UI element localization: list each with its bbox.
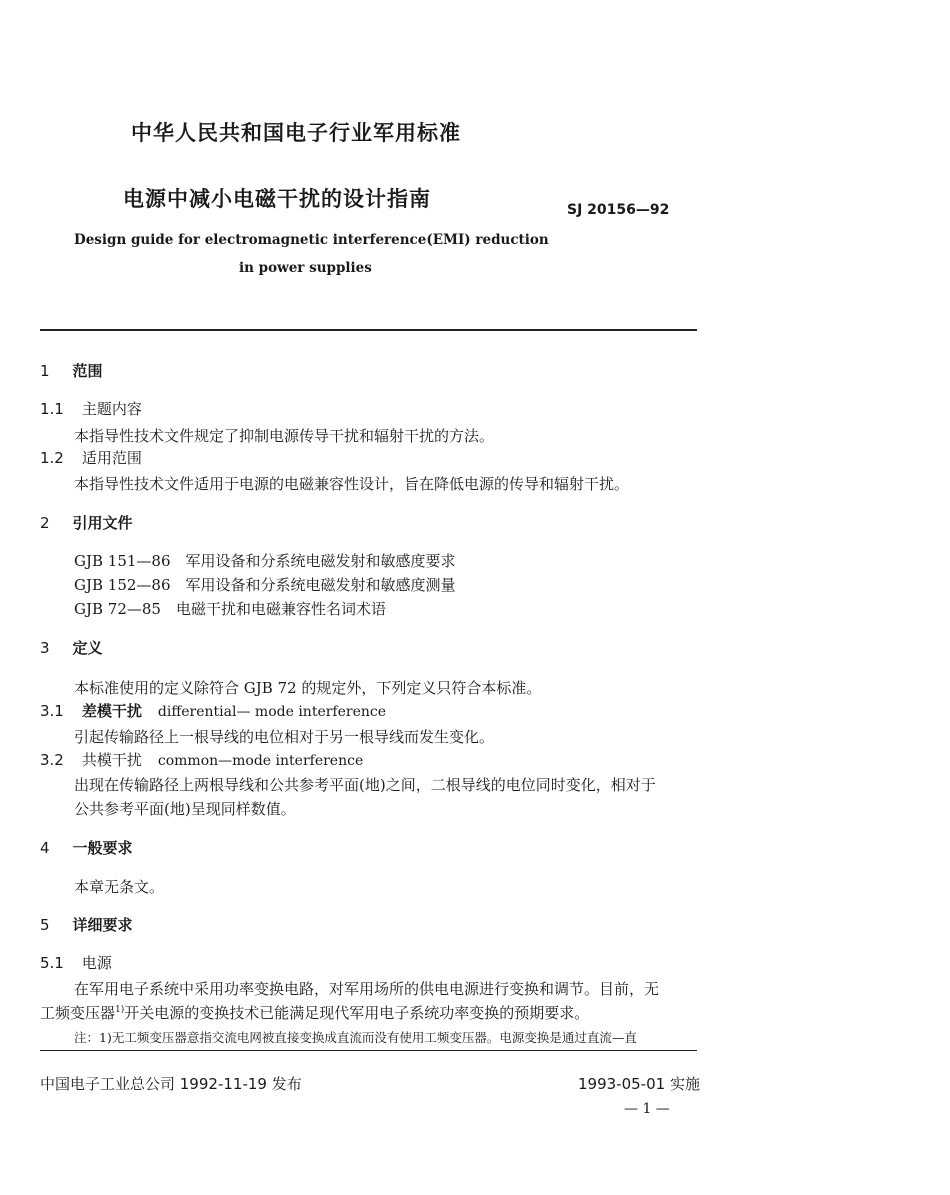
issue-date: 中国电子工业总公司 1992-11-19 发布 [40, 1075, 302, 1093]
section-title: 适用范围 [81, 449, 142, 467]
section-3-2-heading [40, 749, 363, 770]
standard-code: SJ 20156—92 [567, 202, 670, 218]
section-3-2-text-line-1: 出现在传输路径上两根导线和公共参考平面(地)之间，二根导线的电位同时变化，相对于 [74, 776, 656, 794]
section-title: 电源 [81, 954, 112, 972]
section-number: 4 [40, 839, 50, 857]
section-title: 引用文件 [72, 514, 133, 532]
section-number: 1 [40, 362, 50, 380]
text-segment: 开关电源的变换技术已能满足现代军用电子系统功率变换的预期要求。 [124, 1004, 590, 1022]
section-5-1-text-line-2 [40, 1002, 589, 1023]
section-number: 5.1 [40, 954, 64, 972]
section-3-1-heading [40, 700, 386, 721]
section-1-2-heading [40, 447, 142, 468]
section-4-heading [40, 837, 133, 858]
english-title-line-1: Design guide for electromagnetic interference(EMI) reduction [74, 232, 549, 248]
section-title: 详细要求 [72, 916, 133, 934]
section-1-1-heading [40, 398, 142, 419]
english-title-line-2: in power supplies [239, 260, 372, 276]
section-5-1-text-line-1: 在军用电子系统中采用功率变换电路，对军用场所的供电电源进行变换和调节。目前，无 [74, 980, 660, 998]
section-3-heading [40, 637, 103, 658]
section-title: 差模干扰 [81, 702, 142, 720]
section-number: 1.1 [40, 400, 64, 418]
footnote-marker: 1) [115, 1005, 125, 1015]
section-1-2-text: 本指导性技术文件适用于电源的电磁兼容性设计，旨在降低电源的传导和辐射干扰。 [74, 475, 630, 493]
section-title: 定义 [72, 639, 103, 657]
section-title-english: common—mode interference [157, 753, 364, 769]
section-number: 5 [40, 916, 50, 934]
page-number: — 1 — [624, 1101, 670, 1117]
text-segment: 工频变压器 [40, 1004, 116, 1022]
footnote-text: 注：1)无工频变压器意指交流电网被直接变换成直流而没有使用工频变压器。电源变换是通过直流—直 [74, 1030, 637, 1045]
section-4-text: 本章无条文。 [74, 878, 165, 896]
effective-date: 1993-05-01 实施 [578, 1075, 700, 1093]
section-3-text: 本标准使用的定义除符合 GJB 72 的规定外，下列定义只符合本标准。 [74, 679, 542, 697]
issuing-body: 中华人民共和国电子行业军用标准 [131, 121, 461, 145]
reference-item: GJB 72—85 电磁干扰和电磁兼容性名词术语 [74, 600, 386, 618]
footer-divider [40, 1050, 697, 1051]
section-title-english: differential— mode interference [157, 704, 387, 720]
section-number: 2 [40, 514, 50, 532]
section-3-1-text: 引起传输路径上一根导线的电位相对于另一根导线而发生变化。 [74, 728, 495, 746]
section-number: 3 [40, 639, 50, 657]
section-number: 3.1 [40, 702, 64, 720]
section-title: 范围 [72, 362, 103, 380]
section-2-heading [40, 512, 133, 533]
section-1-1-text: 本指导性技术文件规定了抑制电源传导干扰和辐射干扰的方法。 [74, 427, 495, 445]
section-number: 1.2 [40, 449, 64, 467]
section-1-heading [40, 360, 103, 381]
reference-item: GJB 152—86 军用设备和分系统电磁发射和敏感度测量 [74, 576, 456, 594]
section-number: 3.2 [40, 751, 64, 769]
section-title: 共模干扰 [81, 751, 142, 769]
section-5-1-heading [40, 952, 112, 973]
document-title: 电源中减小电磁干扰的设计指南 [123, 187, 431, 211]
reference-item: GJB 151—86 军用设备和分系统电磁发射和敏感度要求 [74, 552, 456, 570]
section-5-heading [40, 914, 133, 935]
section-title: 一般要求 [72, 839, 133, 857]
section-3-2-text-line-2: 公共参考平面(地)呈现同样数值。 [74, 800, 296, 818]
section-title: 主题内容 [81, 400, 142, 418]
header-divider [40, 329, 697, 331]
